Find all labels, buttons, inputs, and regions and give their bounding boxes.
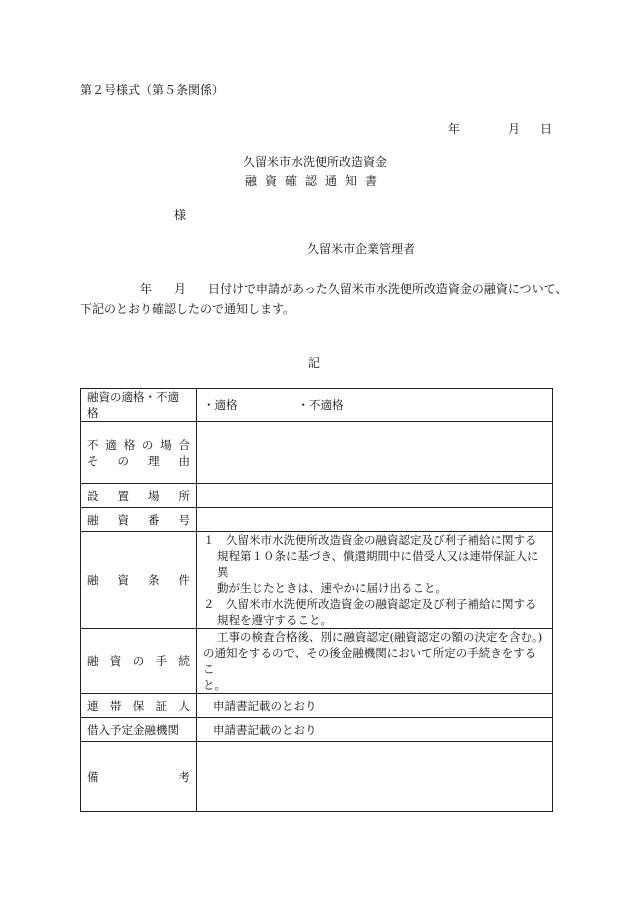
ki-heading: 記 xyxy=(308,356,321,370)
row-loan-number xyxy=(81,508,553,532)
condition-1-line-1: １ 久留米市水洗便所改造資金の融資認定及び利子補給に関する xyxy=(203,533,537,547)
date-month: 月 xyxy=(508,122,521,136)
body-year: 年 xyxy=(140,282,153,296)
bank-label: 借入予定金融機関 xyxy=(81,718,197,742)
body-line-1 xyxy=(80,280,567,297)
ineligible-option: ・不適格 xyxy=(297,398,344,412)
body-month: 月 xyxy=(174,282,187,296)
eligibility-label: 融資の適格・不適格 xyxy=(81,389,197,422)
procedure-value xyxy=(197,629,553,694)
condition-2-line-1: ２ 久留米市水洗便所改造資金の融資認定及び利子補給に関する xyxy=(203,597,537,611)
condition-1-line-3: 動が生じたときは、速やかに届け出ること。 xyxy=(217,581,447,595)
bank-value-text: 申請書記載のとおり xyxy=(213,722,317,737)
eligible-option: ・適格 xyxy=(203,398,238,412)
reason-value xyxy=(197,422,553,484)
title-line-2: 融資確認通知書 xyxy=(244,174,385,188)
row-location xyxy=(81,484,553,508)
remarks-label: 備 考 xyxy=(81,742,197,812)
remarks-value xyxy=(197,742,553,812)
issuer-name: 久留米市企業管理者 xyxy=(307,242,416,256)
location-label: 設 置 場 所 xyxy=(81,484,197,508)
procedure-line-1: 工事の検査合格後、別に融資認定(融資認定の額の決定を含む。) xyxy=(217,630,543,644)
form-number: 第２号様式（第５条関係） xyxy=(80,83,225,97)
guarantor-value xyxy=(197,694,553,718)
body-text: 日付けで申請があった久留米市水洗便所改造資金の融資について、 xyxy=(208,282,568,296)
details-table xyxy=(80,388,553,812)
row-bank xyxy=(81,718,553,742)
guarantor-value-text: 申請書記載のとおり xyxy=(213,698,317,713)
title-line-1: 久留米市水洗便所改造資金 xyxy=(242,155,387,169)
procedure-label: 融 資 の 手 続 xyxy=(81,629,197,694)
row-remarks xyxy=(81,742,553,812)
addressee-suffix: 様 xyxy=(174,208,187,222)
date-year: 年 xyxy=(448,122,461,136)
location-value xyxy=(197,484,553,508)
conditions-label: 融 資 条 件 xyxy=(81,532,197,629)
loan-number-label: 融 資 番 号 xyxy=(81,508,197,532)
date-day: 日 xyxy=(540,122,553,136)
body-line-2: 下記のとおり確認したので通知します。 xyxy=(80,302,296,316)
row-procedure xyxy=(81,629,553,694)
eligibility-value xyxy=(197,389,553,422)
guarantor-label: 連 帯 保 証 人 xyxy=(81,694,197,718)
conditions-value xyxy=(197,532,553,629)
row-eligibility xyxy=(81,389,553,422)
procedure-line-2: の通知をするので、その後金融機関において所定の手続きをするこ xyxy=(203,646,537,676)
loan-number-value xyxy=(197,508,553,532)
procedure-line-3: と。 xyxy=(203,678,226,692)
bank-value xyxy=(197,718,553,742)
date-line xyxy=(448,120,552,137)
row-guarantor xyxy=(81,694,553,718)
condition-2-line-2: 規程を遵守すること。 xyxy=(217,613,332,627)
row-conditions xyxy=(81,532,553,629)
row-reason xyxy=(81,422,553,484)
condition-1-line-2: 規程第１０条に基づき、償還期間中に借受人又は連帯保証人に異 xyxy=(217,549,539,579)
reason-label: 不 適 格 の 場 合 そ の 理 由 xyxy=(81,422,197,484)
